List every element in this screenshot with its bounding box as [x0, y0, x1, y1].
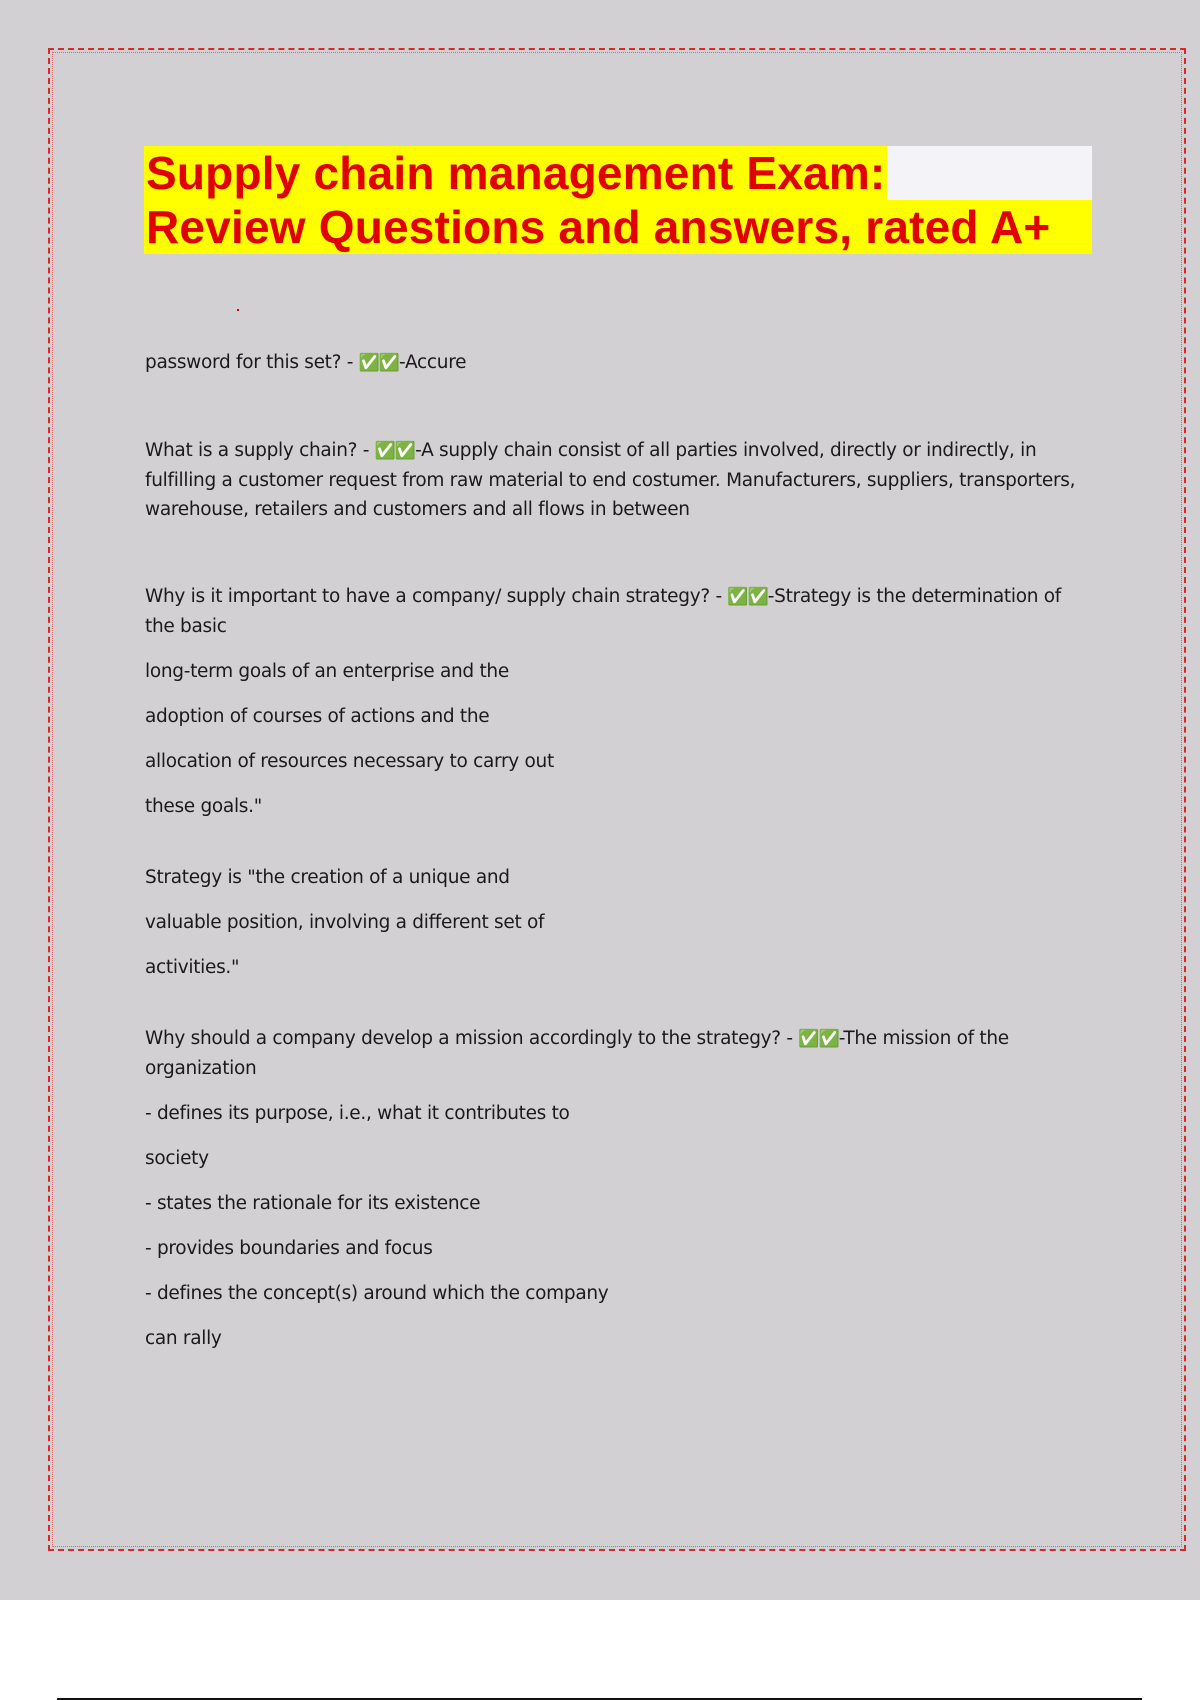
- qa-text: [145, 582, 1095, 641]
- qa-content: [145, 348, 1095, 1353]
- qa-text: [145, 436, 1095, 524]
- question-text: What is a supply chain? -: [145, 440, 375, 461]
- answer-line: these goals.": [145, 796, 262, 817]
- answer-line: allocation of resources necessary to carry out: [145, 751, 554, 772]
- answer-text: -A supply chain consist of all parties involved, directly or indirectly, in fulfilling a customer request from raw material to end costumer. Manufacturers, suppliers, transporters, warehouse, retailers and customers and all flows in between: [145, 440, 1076, 520]
- answer-line: Strategy is "the creation of a unique and: [145, 867, 510, 888]
- answer-line: valuable position, involving a different set of: [145, 912, 545, 933]
- double-check-icon: ✅✅: [374, 441, 416, 461]
- qa-item-supply-chain: [145, 436, 1095, 524]
- qa-item-strategy: [145, 582, 1095, 821]
- answer-line: adoption of courses of actions and the: [145, 706, 490, 727]
- qa-text: [145, 1024, 1095, 1083]
- answer-text: -Accure: [399, 352, 467, 373]
- title-line-1: Supply chain management Exam:: [146, 147, 886, 199]
- answer-line: society: [145, 1148, 209, 1169]
- answer-line: - defines its purpose, i.e., what it contributes to: [145, 1103, 570, 1124]
- answer-line: can rally: [145, 1328, 222, 1349]
- stray-dot: [237, 309, 239, 311]
- question-text: password for this set? -: [145, 352, 359, 373]
- answer-line: - provides boundaries and focus: [145, 1238, 433, 1259]
- question-text: Why should a company develop a mission accordingly to the strategy? -: [145, 1028, 799, 1049]
- qa-item-strategy-definition: [145, 863, 1095, 982]
- double-check-icon: ✅✅: [798, 1029, 839, 1049]
- answer-text: -The mission of the organization: [145, 1028, 1009, 1079]
- document-title: [144, 146, 1092, 254]
- double-check-icon: ✅✅: [727, 587, 768, 607]
- title-line-2: Review Questions and answers, rated A+: [144, 200, 1092, 254]
- answer-line: - states the rationale for its existence: [145, 1193, 481, 1214]
- answer-line: - defines the concept(s) around which the company: [145, 1283, 609, 1304]
- question-text: Why is it important to have a company/ supply chain strategy? -: [145, 586, 728, 607]
- qa-text: [145, 348, 1095, 378]
- double-check-icon: ✅✅: [358, 353, 400, 373]
- qa-item-mission: [145, 1024, 1095, 1353]
- answer-line: long-term goals of an enterprise and the: [145, 661, 509, 682]
- qa-item-password: [145, 348, 1095, 378]
- answer-text: -Strategy is the determination of the basic: [145, 586, 1061, 637]
- answer-line: activities.": [145, 957, 240, 978]
